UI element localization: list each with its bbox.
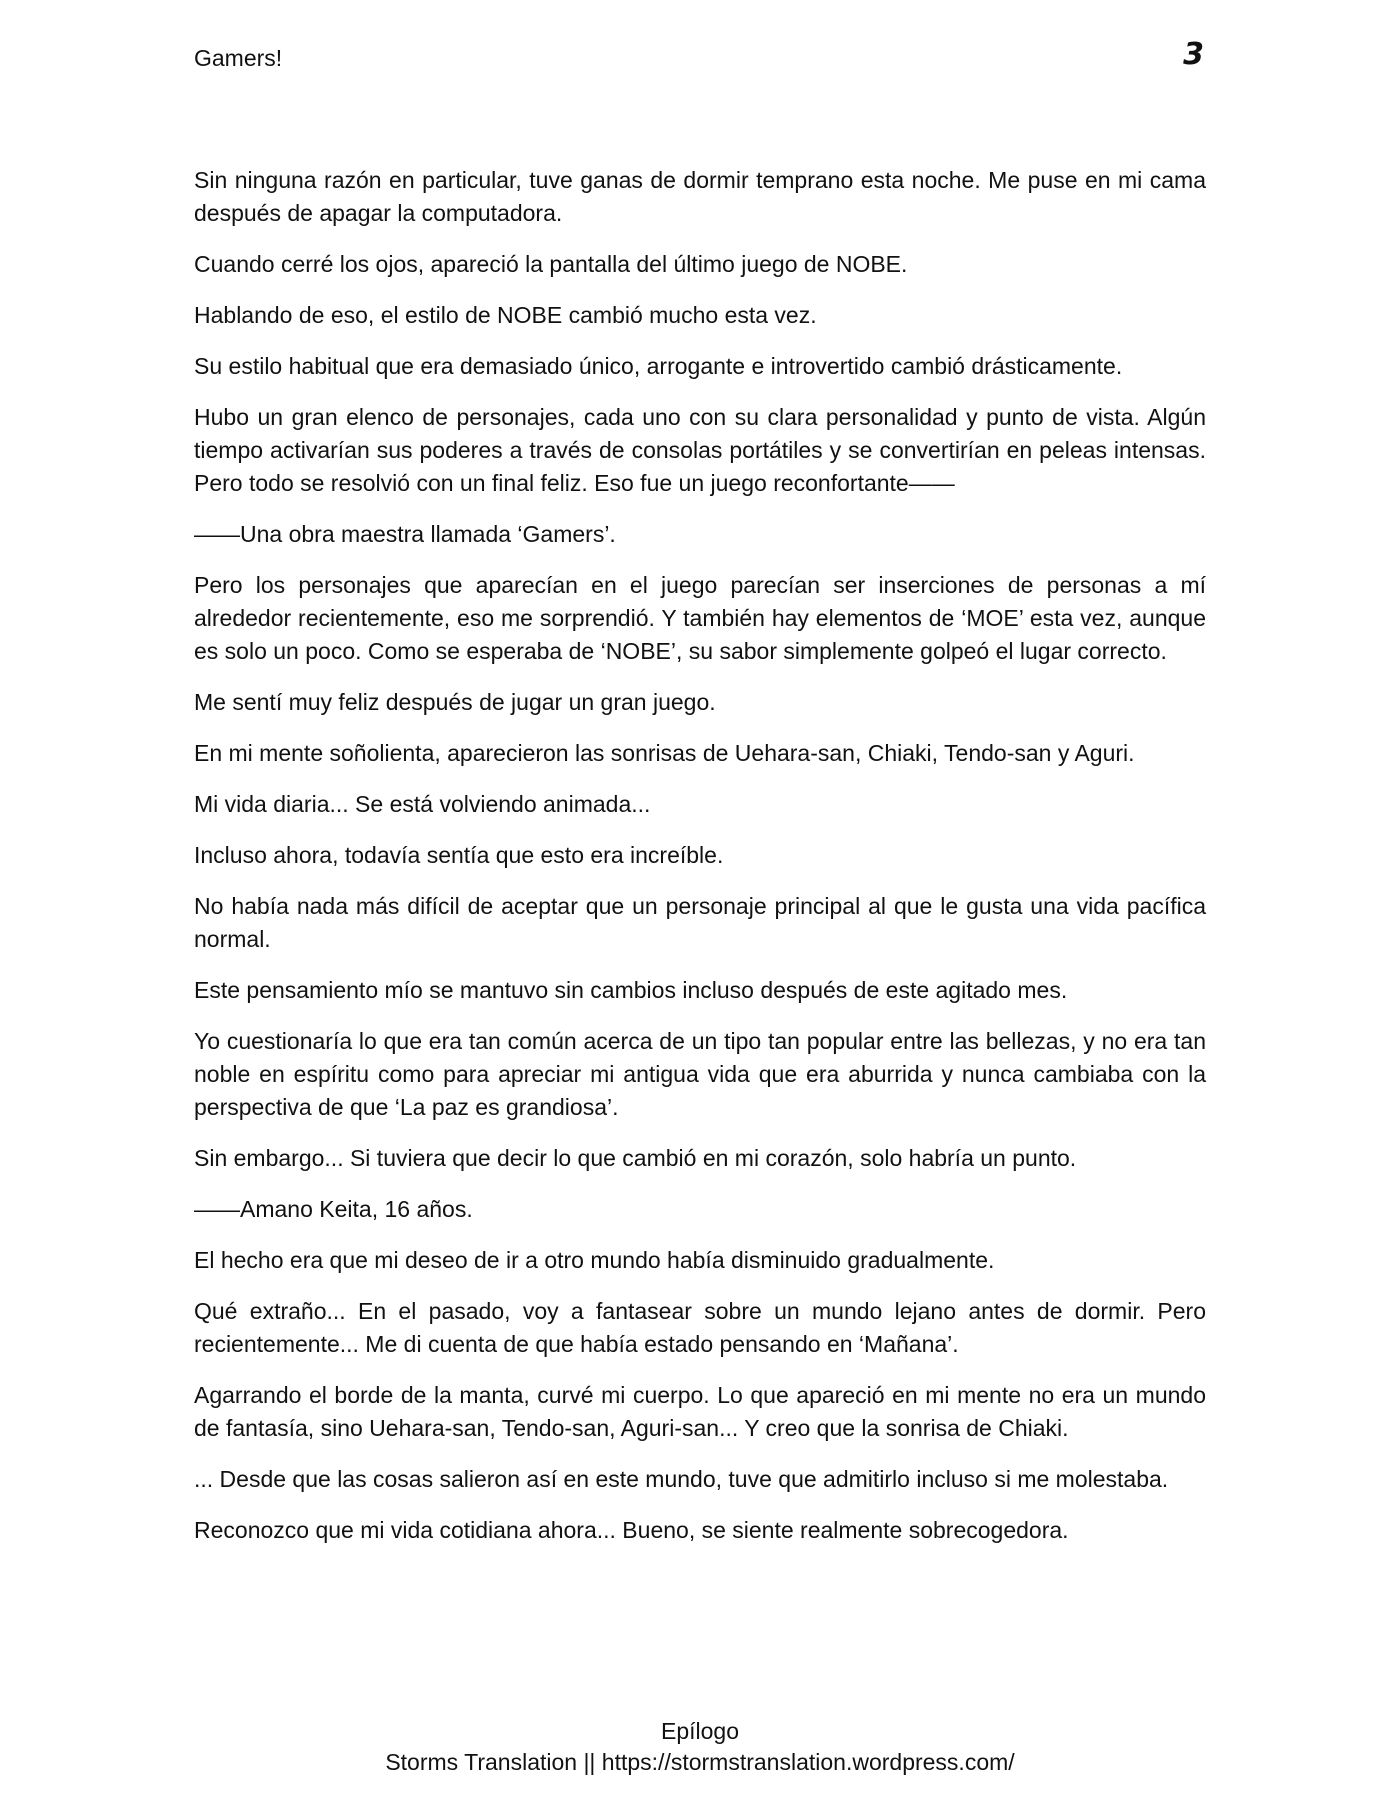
paragraph: No había nada más difícil de aceptar que un personaje principal al que le gusta una vida pacífica normal. bbox=[194, 893, 1206, 952]
paragraph: ... Desde que las cosas salieron así en este mundo, tuve que admitirlo incluso si me molestaba. bbox=[194, 1466, 1169, 1492]
paragraph: Su estilo habitual que era demasiado único, arrogante e introvertido cambió drásticamente. bbox=[194, 353, 1123, 379]
paragraph: Hubo un gran elenco de personajes, cada uno con su clara personalidad y punto de vista. Algún tiempo activarían sus poderes a través de consolas portátiles y se convertirían en peleas intensas. Pero todo se resolvió con un final feliz. Eso fue un juego reconfortante—— bbox=[194, 404, 1206, 496]
paragraph: Este pensamiento mío se mantuvo sin cambios incluso después de este agitado mes. bbox=[194, 977, 1068, 1003]
footer-credit: Storms Translation || https://stormstranslation.wordpress.com/ bbox=[385, 1749, 1015, 1775]
paragraph: Qué extraño... En el pasado, voy a fantasear sobre un mundo lejano antes de dormir. Pero recientemente... Me di cuenta de que había estado pensando en ‘Mañana’. bbox=[194, 1298, 1206, 1357]
page-header bbox=[194, 37, 1206, 80]
paragraph: ——Una obra maestra llamada ‘Gamers’. bbox=[194, 521, 616, 547]
paragraph: Mi vida diaria... Se está volviendo animada... bbox=[194, 791, 651, 817]
paragraph: En mi mente soñolienta, aparecieron las sonrisas de Uehara-san, Chiaki, Tendo-san y Aguri. bbox=[194, 740, 1135, 766]
paragraph: Pero los personajes que aparecían en el juego parecían ser inserciones de personas a mí alrededor recientemente, eso me sorprendió. Y también hay elementos de ‘MOE’ esta vez, aunque es solo un poco. Como se esperaba de ‘NOBE’, su sabor simplemente golpeó el lugar correcto. bbox=[194, 572, 1206, 664]
paragraph: Sin embargo... Si tuviera que decir lo que cambió en mi corazón, solo habría un punto. bbox=[194, 1145, 1077, 1171]
paragraph: Sin ninguna razón en particular, tuve ganas de dormir temprano esta noche. Me puse en mi cama después de apagar la computadora. bbox=[194, 167, 1206, 226]
paragraph: Cuando cerré los ojos, apareció la pantalla del último juego de NOBE. bbox=[194, 251, 908, 277]
paragraph: Hablando de eso, el estilo de NOBE cambió mucho esta vez. bbox=[194, 302, 817, 328]
footer-chapter: Epílogo bbox=[660, 1718, 739, 1744]
paragraph: Reconozco que mi vida cotidiana ahora... Bueno, se siente realmente sobrecogedora. bbox=[194, 1517, 1069, 1543]
paragraph: Incluso ahora, todavía sentía que esto era increíble. bbox=[194, 842, 724, 868]
paragraph: ——Amano Keita, 16 años. bbox=[194, 1196, 473, 1222]
paragraph: Me sentí muy feliz después de jugar un gran juego. bbox=[194, 689, 716, 715]
paragraph: Yo cuestionaría lo que era tan común acerca de un tipo tan popular entre las bellezas, y no era tan noble en espíritu como para apreciar mi antigua vida que era aburrida y nunca cambiaba con la perspectiva de que ‘La paz es grandiosa’. bbox=[194, 1028, 1206, 1120]
document-body bbox=[194, 164, 1206, 1565]
paragraph: Agarrando el borde de la manta, curvé mi cuerpo. Lo que apareció en mi mente no era un mundo de fantasía, sino Uehara-san, Tendo-san, Aguri-san... Y creo que la sonrisa de Chiaki. bbox=[194, 1382, 1206, 1441]
page-number: 3 bbox=[1183, 37, 1204, 72]
page-footer bbox=[0, 1716, 1400, 1778]
paragraph: El hecho era que mi deseo de ir a otro mundo había disminuido gradualmente. bbox=[194, 1247, 995, 1273]
header-title: Gamers! bbox=[194, 45, 283, 71]
